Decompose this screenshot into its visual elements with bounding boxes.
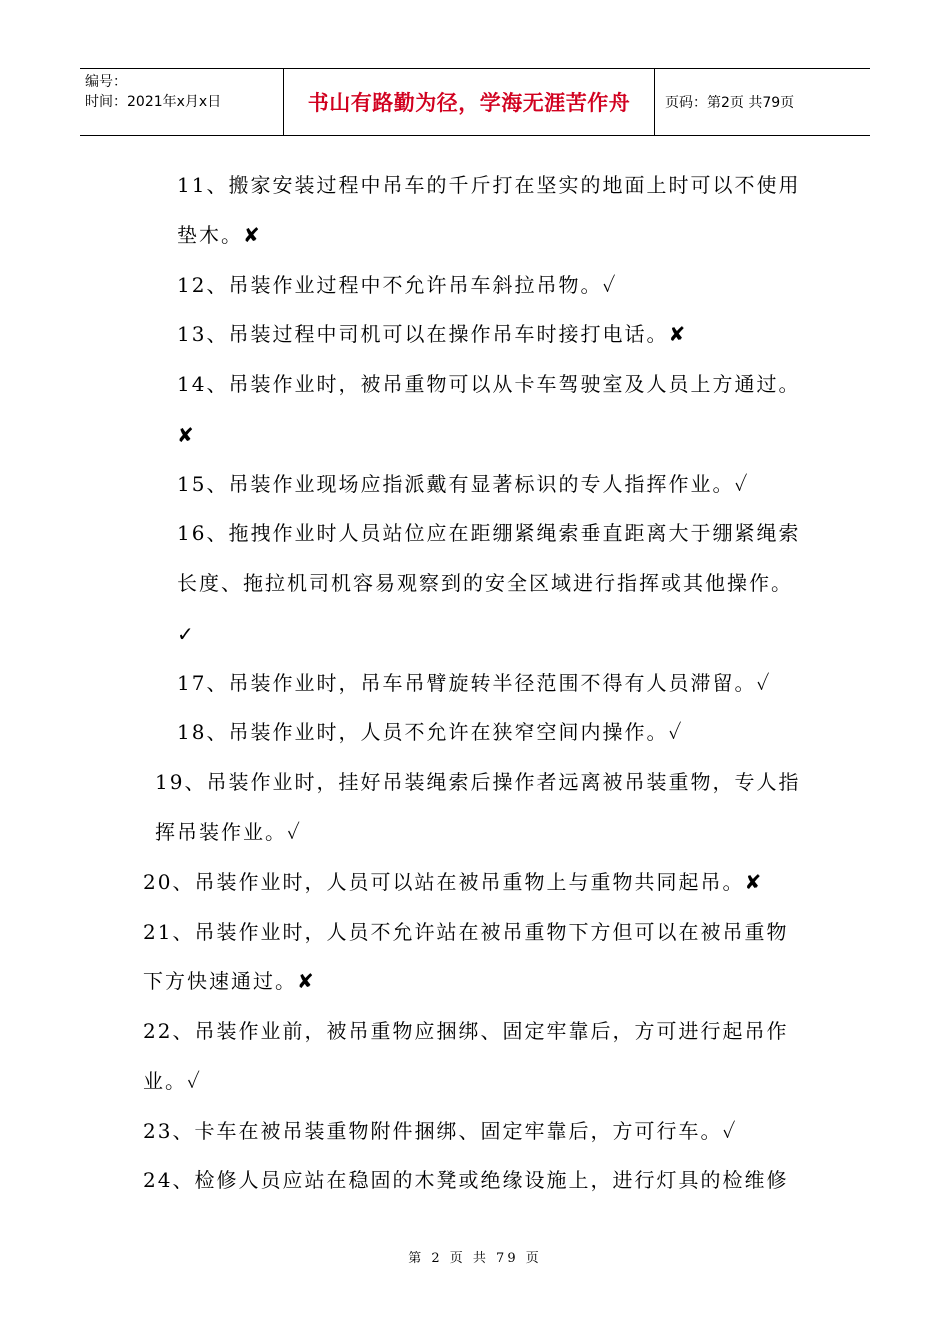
body-line: 23、卡车在被吊装重物附件捆绑、固定牢靠后，方可行车。✓ [143,1119,738,1143]
body-line: 19、吊装作业时，挂好吊装绳索后操作者远离被吊装重物，专人指 [155,770,801,794]
header-motto: 书山有路勤为径，学海无涯苦作舟 [307,91,631,115]
body-line: 24、检修人员应站在稳固的木凳或绝缘设施上，进行灯具的检维修 [143,1168,789,1192]
body-line: 15、吊装作业现场应指派戴有显著标识的专人指挥作业。✓ [177,472,750,496]
body-line: 18、吊装作业时，人员不允许在狭窄空间内操作。✓ [177,720,684,744]
body-line: 21、吊装作业时，人员不允许站在被吊重物下方但可以在被吊重物 [143,920,789,944]
body-line: 11、搬家安装过程中吊车的千斤打在坚实的地面上时可以不使用 [177,173,801,197]
body-line: ✓ [177,622,196,646]
body-line: 20、吊装作业时，人员可以站在被吊重物上与重物共同起吊。✘ [143,870,764,894]
body-line: 挥吊装作业。✓ [155,820,302,844]
body-line: 12、吊装作业过程中不允许吊车斜拉吊物。✓ [177,273,618,297]
body-line: 业。✓ [143,1069,202,1093]
page-header [80,68,870,136]
body-line: 14、吊装作业时，被吊重物可以从卡车驾驶室及人员上方通过。 [177,372,801,396]
body-line: 长度、拖拉机司机容易观察到的安全区域进行指挥或其他操作。 [177,571,793,595]
body-line: ✘ [177,423,196,447]
body-line: 垫木。✘ [177,223,262,247]
body-line: 22、吊装作业前，被吊重物应捆绑、固定牢靠后，方可进行起吊作 [143,1019,789,1043]
page-footer: 第 2 页 共 79 页 [408,1251,542,1266]
header-page-info: 页码：第2页 共79页 [665,95,795,111]
body-line: 16、拖拽作业时人员站位应在距绷紧绳索垂直距离大于绷紧绳索 [177,521,801,545]
header-motto-cell [283,69,655,135]
body-line: 17、吊装作业时，吊车吊臂旋转半径范围不得有人员滞留。✓ [177,671,772,695]
header-page-info-cell [655,69,870,135]
body-line: 下方快速通过。✘ [143,969,316,993]
body-line: 13、吊装过程中司机可以在操作吊车时接打电话。✘ [177,322,688,346]
document-number-label: 编号： [85,74,127,90]
document-date: 时间：2021年x月x日 [85,94,222,110]
header-meta [80,69,283,135]
